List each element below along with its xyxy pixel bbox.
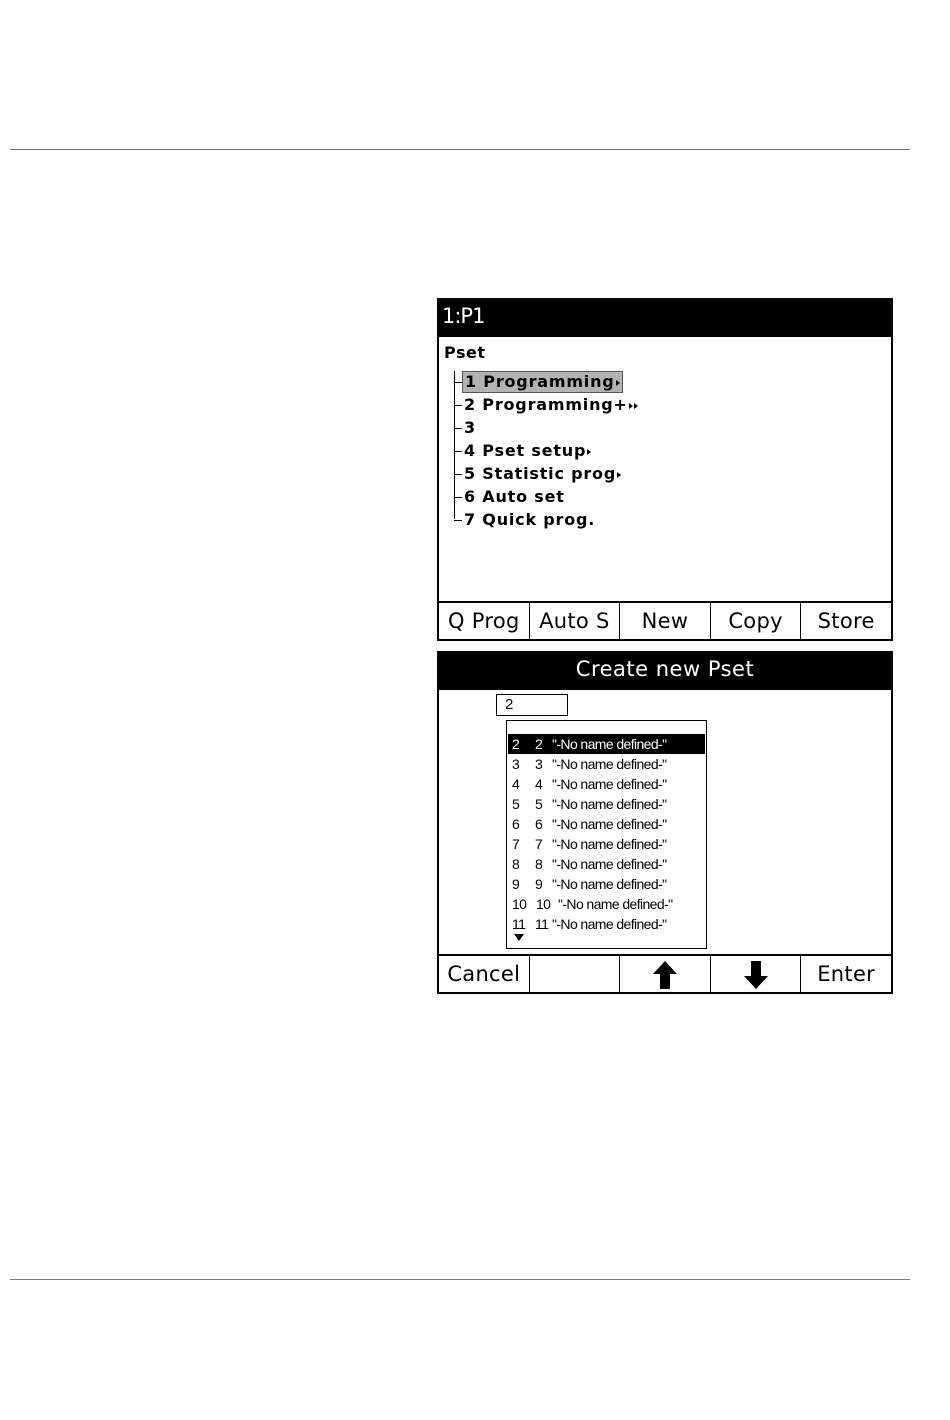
top-divider bbox=[10, 149, 910, 150]
tree-root-label: Pset bbox=[444, 343, 486, 362]
list-item[interactable]: 11 11 "-No name defined-" bbox=[512, 916, 667, 932]
list-item[interactable]: 2 2 "-No name defined-" bbox=[508, 734, 705, 754]
scroll-down-icon[interactable] bbox=[514, 934, 524, 941]
submenu-arrow-icon bbox=[634, 403, 638, 409]
down-softkey[interactable] bbox=[711, 956, 802, 992]
new-softkey[interactable]: New bbox=[620, 603, 711, 639]
menu-item-label: 1 Programming bbox=[465, 372, 615, 391]
pset-menu-screen bbox=[437, 298, 893, 641]
list-item[interactable]: 8 8 "-No name defined-" bbox=[512, 856, 667, 872]
up-softkey[interactable] bbox=[620, 956, 711, 992]
softkey-bar bbox=[439, 954, 891, 992]
list-item[interactable]: 3 3 "-No name defined-" bbox=[512, 756, 667, 772]
screen-title: Create new Pset bbox=[575, 657, 755, 681]
list-item[interactable]: 10 10 "-No name defined-" bbox=[512, 896, 673, 912]
submenu-arrow-icon bbox=[629, 403, 633, 409]
up-arrow-icon bbox=[652, 960, 678, 990]
down-arrow-icon bbox=[743, 960, 769, 990]
q-prog-softkey[interactable]: Q Prog bbox=[439, 603, 530, 639]
auto-s-softkey[interactable]: Auto S bbox=[530, 603, 621, 639]
list-item[interactable]: 4 4 "-No name defined-" bbox=[512, 776, 667, 792]
softkey-bar bbox=[439, 601, 891, 639]
menu-item-label: 7 Quick prog. bbox=[464, 510, 596, 529]
menu-item-label: 3 bbox=[464, 418, 476, 437]
title-bar bbox=[439, 653, 891, 690]
menu-item-label: 6 Auto set bbox=[464, 487, 565, 506]
menu-item-label: 2 Programming+ bbox=[464, 395, 628, 414]
submenu-arrow-icon bbox=[587, 449, 591, 455]
list-item[interactable]: 7 7 "-No name defined-" bbox=[512, 836, 667, 852]
submenu-arrow-icon bbox=[616, 380, 620, 386]
copy-softkey[interactable]: Copy bbox=[711, 603, 802, 639]
store-softkey[interactable]: Store bbox=[817, 609, 875, 633]
create-pset-screen bbox=[437, 651, 893, 994]
pset-number-input[interactable]: 2 bbox=[496, 694, 568, 716]
list-item[interactable]: 5 5 "-No name defined-" bbox=[512, 796, 667, 812]
menu-item-label: 4 Pset setup bbox=[464, 441, 587, 460]
list-item[interactable]: 9 9 "-No name defined-" bbox=[512, 876, 667, 892]
bottom-divider bbox=[10, 1279, 910, 1280]
list-item[interactable]: 6 6 "-No name defined-" bbox=[512, 816, 667, 832]
enter-softkey[interactable]: Enter bbox=[817, 962, 876, 986]
submenu-arrow-icon bbox=[617, 472, 621, 478]
menu-item-label: 5 Statistic prog bbox=[464, 464, 617, 483]
title-bar bbox=[439, 300, 891, 337]
screen-title: 1:P1 bbox=[442, 304, 485, 328]
empty-softkey[interactable] bbox=[530, 956, 621, 992]
pset-listbox[interactable] bbox=[506, 720, 707, 949]
cancel-softkey[interactable]: Cancel bbox=[439, 956, 530, 992]
